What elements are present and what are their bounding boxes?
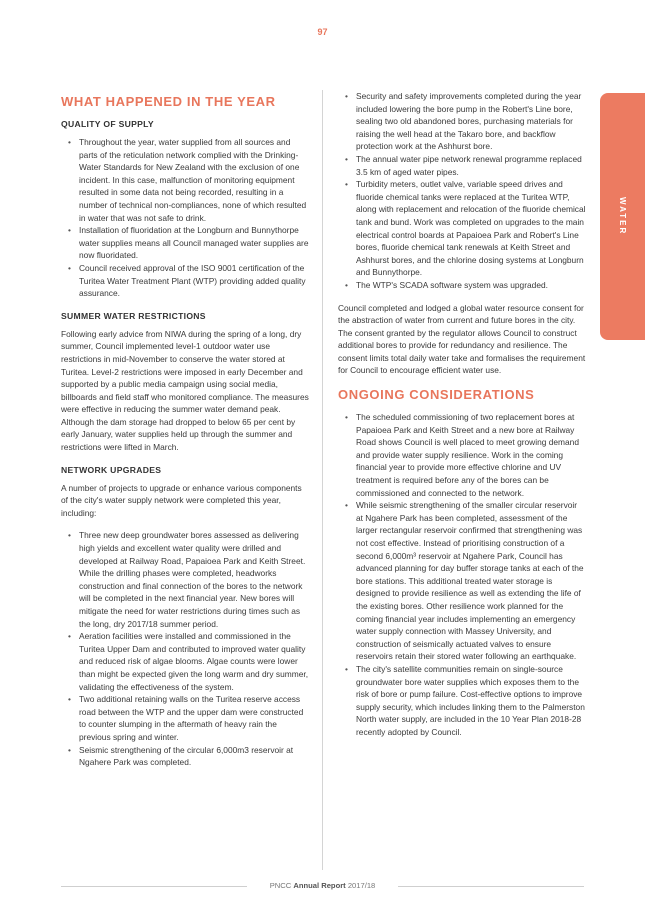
network-upgrades-heading: NETWORK UPGRADES	[61, 464, 162, 475]
quality-supply-heading: QUALITY OF SUPPLY	[61, 119, 154, 129]
list-item: • Aeration facilities were installed and commissioned in the Turitea Upper Dam and contributed to improved water quality and reduced risk of algae blooms. Algae counts were lower than might be expected given the long warm and dry summer, validating the effectiveness of the system.	[61, 630, 310, 693]
list-item: • Council received approval of the ISO 9001 certification of the Turitea Water Treatment Plant (WTP) providing added quality assurance.	[61, 262, 310, 300]
list-item: • Seismic strengthening of the circular 6,000m3 reservoir at Ngahere Park was completed.	[61, 744, 310, 769]
list-item: • Installation of fluoridation at the Longburn and Bunnythorpe water supplies means all Council managed water supplies are now fluoridated.	[61, 224, 310, 262]
footer-rule-right	[398, 886, 584, 887]
section-tab-label: WATER	[618, 197, 627, 236]
summer-restrictions-heading: SUMMER WATER RESTRICTIONS	[61, 310, 206, 321]
quality-supply-list	[61, 136, 310, 300]
ongoing-considerations-heading: ONGOING CONSIDERATIONS	[338, 387, 535, 403]
list-item: • Throughout the year, water supplied from all sources and parts of the reticulation network complied with the Drinking-Water Standards for New Zealand with the exclusion of one incident. In this case, malfunction of monitoring equipment resulted in some data not being recorded, resulting in a number of technical non-compliances, none of which resulted in water that was not safe to drink.	[61, 136, 310, 224]
footer-rule-left	[61, 886, 247, 887]
footer-org: PNCC	[269, 881, 292, 890]
footer-year: 2017/18	[347, 881, 376, 890]
list-item: • The WTP's SCADA software system was upgraded.	[338, 279, 586, 292]
section-tab	[600, 93, 645, 340]
page-number: 97	[317, 27, 328, 37]
list-item: • Two additional retaining walls on the Turitea reserve access road between the WTP and the upper dam were constructed to counter slumping in the aftermath of heavy rain the previous spring and winter.	[61, 693, 310, 743]
list-item: • Three new deep groundwater bores assessed as delivering high yields and excellent water quality were drilled and developed at Railway Road, Papaioea Park and Keith Street. While the drilling phases were completed, headworks construction and final connection of the bores to the network will be completed in the next financial year. New bores will mitigate the need for water restrictions during times such as the long, dry 2017/18 summer period.	[61, 529, 310, 630]
network-upgrades-intro: A number of projects to upgrade or enhance various components of the city's water supply network were completed this year, including:	[61, 482, 302, 518]
network-upgrades-list	[61, 529, 310, 768]
footer	[247, 881, 398, 890]
list-item: • The city's satellite communities remain on single-source groundwater bore water supplies which exposes them to the risk of bore or pump failure. Cost-effective options to improve supply security, which includes linking them to the Palmerston North water supply, are included in the 10 Year Plan 2018-28 recently adopted by Council.	[338, 663, 586, 739]
list-item: • Security and safety improvements completed during the year included lowering the bore pump in the Robert's Line bore, sealing two old abandoned bores, purchasing materials for raising the well head at the Takaro bore, and backflow protection work at the Ashhurst bore.	[338, 90, 586, 153]
right-column	[338, 90, 586, 749]
left-column	[61, 88, 310, 779]
summer-restrictions-paragraph: Following early advice from NIWA during the spring of a long, dry summer, Council implemented level-1 outdoor water use restrictions in mid-November to conserve the water stored at Turitea. Level-2 restrictions were imposed in early December and supported by a public media campaign using social media, billboards and field staff who monitored compliance. The measures were effective in reducing the summer water demand peak. Although the dam storage had dropped to below 65 per cent by early January, water supplies held up through the summer and restrictions were lifted in March.	[61, 328, 309, 453]
column-divider	[322, 90, 323, 870]
what-happened-heading: WHAT HAPPENED IN THE YEAR	[61, 94, 276, 109]
list-item: • The scheduled commissioning of two replacement bores at Papaioea Park and Keith Street and a new bore at Railway Road shows Council is well placed to meet growing demand and provide water supply resilience. Work in the coming financial year to provide more effective chlorine and UV treatment is required before any of the bores can be commissioned and connected to the network.	[338, 411, 586, 499]
consent-paragraph: Council completed and lodged a global water resource consent for the abstraction of water from current and future bores in the city. The consent granted by the regulator allows Council to construct additional bores to provide for redundancy and resilience. The consent limits total daily water take and formalises the requirement for Council to encourage efficient water use.	[338, 302, 586, 376]
list-item: • While seismic strengthening of the smaller circular reservoir at Ngahere Park has been completed, assessment of the larger rectangular reservoir confirmed that strengthening was not cost effective. Instead of prioritising construction of a second 6,000m³ reservoir at Ngahere Park, Council has advanced planning for day buffer storage tanks at each of the bore stations. This additional treated water storage is designed to provide resilience as well as extending the life of the existing bores. Other resilience work planned for the coming financial year includes implementing an emergency water supply connection with Massey University, and construction of seismically actuated valves to ensure reservoirs retain their stored water following an earthquake.	[338, 499, 586, 663]
network-upgrades-list-continued	[338, 90, 586, 292]
ongoing-considerations-list	[338, 411, 586, 738]
list-item: • The annual water pipe network renewal programme replaced 3.5 km of aged water pipes.	[338, 153, 586, 178]
list-item: • Turbidity meters, outlet valve, variable speed drives and fluoride chemical tanks were replaced at the Turitea WTP, along with replacement and relocation of the fluoride chemical tank and bund. Work was completed on upgrades to the main electrical control boards at Papaioea Park and Robert's Line bores, fluoride chemical tank renewals at Keith Street and Ashhurst bores, and the chlorine dosing systems at Longburn and Bunnythorpe.	[338, 178, 586, 279]
footer-report-title: Annual Report	[293, 881, 346, 890]
